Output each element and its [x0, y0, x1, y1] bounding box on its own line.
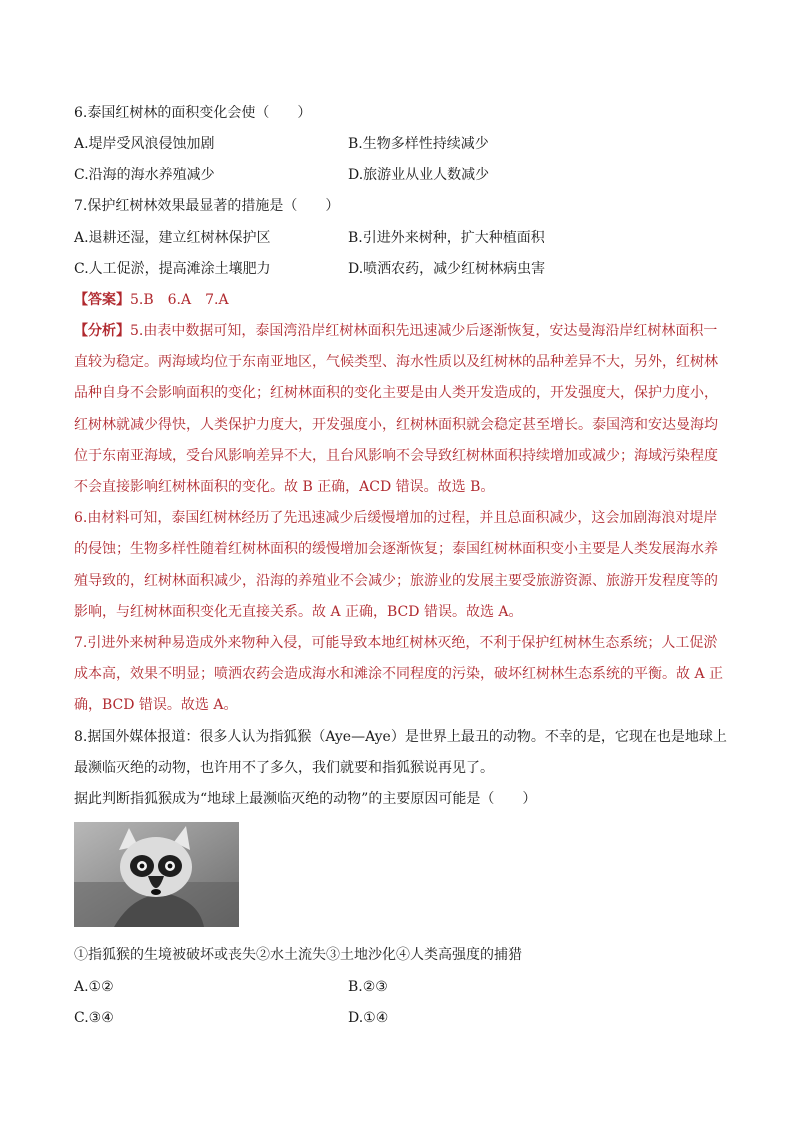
q7-option-d: D.喷洒农药，减少红树林病虫害: [348, 261, 546, 277]
q6-option-a: A.堤岸受风浪侵蚀加剧: [74, 136, 215, 152]
analysis-line: 确，BCD 错误。故选 A。: [74, 697, 238, 713]
q6-option-b: B.生物多样性持续减少: [348, 136, 489, 152]
analysis-line: 7.引进外来树种易造成外来物种入侵，可能导致本地红树林灭绝，不利于保护红树林生态系统；人工促淤: [74, 635, 718, 651]
analysis-line-1: [74, 322, 717, 340]
q8-option-b: B.②③: [348, 979, 388, 995]
q7-option-b: B.引进外来树种，扩大种植面积: [348, 230, 545, 246]
q8-option-a: A.①②: [74, 979, 114, 995]
analysis-line: 直较为稳定。两海域均位于东南亚地区，气候类型、海水性质以及红树林的品种差异不大，另外，红树林: [74, 354, 718, 370]
q8-intro-line-2: 最濒临灭绝的动物，也许用不了多久，我们就要和指狐猴说再见了。: [74, 760, 494, 776]
analysis-line: 位于东南亚海域，受台风影响差异不大，且台风影响不会导致红树林面积持续增加或减少；海域污染程度: [74, 448, 718, 464]
analysis-line: 6.由材料可知，泰国红树林经历了先迅速减少后缓慢增加的过程，并且总面积减少，这会加剧海浪对堤岸: [74, 510, 718, 526]
q7-option-a: A.退耕还湿，建立红树林保护区: [74, 230, 271, 246]
q6-option-d: D.旅游业从业人数减少: [348, 167, 490, 183]
analysis-line: 影响，与红树林面积变化无直接关系。故 A 正确，BCD 错误。故选 A。: [74, 604, 523, 620]
analysis-line: 成本高，效果不明显；喷洒农药会造成海水和滩涂不同程度的污染，破坏红树林生态系统的平衡。故 A 正: [74, 666, 724, 682]
answer-text: 5.B 6.A 7.A: [130, 292, 229, 308]
answer-label: 【答案】: [74, 292, 130, 308]
answer-line: [74, 291, 229, 309]
lemur-photo: [74, 822, 239, 927]
analysis-line: 红树林就减少得快，人类保护力度大，开发强度小，红树林面积就会稳定甚至增长。泰国湾和安达曼海均: [74, 417, 718, 433]
q7-stem: 7.保护红树林效果最显著的措施是（ ）: [74, 198, 340, 214]
analysis-text: 5.由表中数据可知，泰国湾沿岸红树林面积先迅速减少后逐渐恢复，安达曼海沿岸红树林面积一: [130, 323, 718, 339]
analysis-line: 品种自身不会影响面积的变化；红树林面积的变化主要是由人类开发造成的，开发强度大，保护力度小，: [74, 385, 718, 401]
q8-statements: ①指狐猴的生境被破坏或丧失②水土流失③土地沙化④人类高强度的捕猎: [74, 947, 522, 963]
q6-option-c: C.沿海的海水养殖减少: [74, 167, 215, 183]
analysis-line: 的侵蚀；生物多样性随着红树林面积的缓慢增加会逐渐恢复；泰国红树林面积变小主要是人类发展海水养: [74, 541, 718, 557]
q8-stem: 据此判断指狐猴成为“地球上最濒临灭绝的动物”的主要原因可能是（ ）: [74, 791, 537, 807]
q8-option-c: C.③④: [74, 1010, 114, 1026]
analysis-line: 殖导致的，红树林面积减少，沿海的养殖业不会减少；旅游业的发展主要受旅游资源、旅游开发程度等的: [74, 573, 718, 589]
q8-intro-line-1: 8.据国外媒体报道：很多人认为指狐猴（Aye—Aye）是世界上最丑的动物。不幸的是，它现在也是地球上: [74, 729, 727, 745]
q8-option-d: D.①④: [348, 1010, 389, 1026]
q6-stem: 6.泰国红树林的面积变化会使（ ）: [74, 105, 312, 121]
analysis-line: 不会直接影响红树林面积的变化。故 B 正确，ACD 错误。故选 B。: [74, 479, 495, 495]
analysis-label: 【分析】: [74, 323, 130, 339]
q7-option-c: C.人工促淤，提高滩涂土壤肥力: [74, 261, 271, 277]
